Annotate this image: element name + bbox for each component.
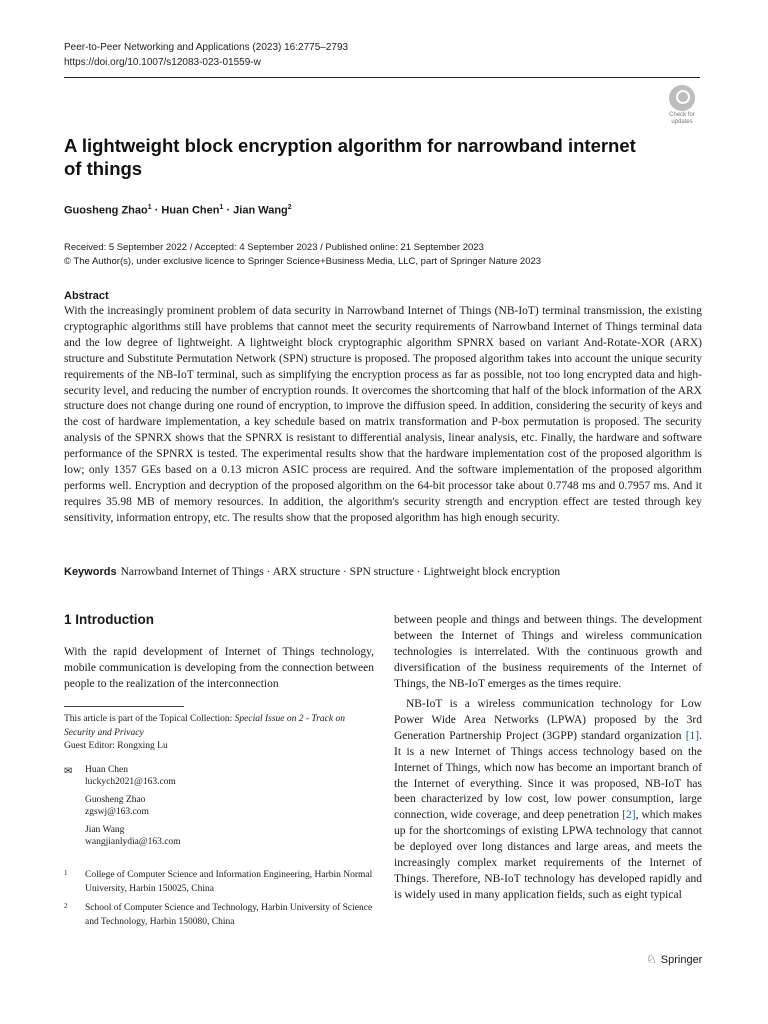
intro-text: NB-IoT is a wireless communication technology for Low Power Wide Area Networks (LPWA) proposed by the 3rd Generation Partnership Project (3GPP) standard organization bbox=[394, 698, 702, 742]
keywords-list: Narrowband Internet of Things · ARX structure · SPN structure · Lightweight block encryption bbox=[120, 566, 561, 578]
contact-email[interactable]: wangjianlydia@163.com bbox=[85, 837, 181, 847]
author-separator: · bbox=[151, 204, 162, 217]
envelope-icon: ✉ bbox=[64, 766, 73, 777]
badge-text-1: Check for bbox=[669, 112, 695, 118]
contact-email[interactable]: zgswj@163.com bbox=[85, 807, 149, 817]
author-affiliation-ref: 1 bbox=[219, 204, 224, 211]
citation-link[interactable]: [2] bbox=[622, 809, 636, 822]
keywords-label: Keywords bbox=[64, 566, 117, 578]
intro-text: . It is a new Internet of Things access technology based on the Internet of Things, which now has become an important branch of the Internet of everything. Since it was proposed, NB-IoT has been characterized by low cost, low power consumption, large connection, wide coverage, and deep penetration bbox=[394, 729, 702, 822]
collection-prefix: This article is part of the Topical Collection: bbox=[64, 714, 235, 724]
guest-editor: Guest Editor: Rongxing Lu bbox=[64, 741, 168, 751]
affiliation-2 bbox=[64, 902, 374, 929]
publisher-name: Springer bbox=[660, 954, 703, 966]
doi-link[interactable]: https://doi.org/10.1007/s12083-023-01559-w bbox=[64, 57, 261, 68]
badge-text-2: updates bbox=[671, 119, 693, 125]
intro-paragraph: between people and things and between things. The development between the Internet of Things and wireless communication technologies is interrelated. With the continuous growth and diversification of the business requirements of the Internet of Things, the NB-IoT emerges as the times require. bbox=[394, 614, 702, 690]
author-name[interactable]: Huan Chen bbox=[161, 204, 220, 217]
intro-paragraph bbox=[394, 697, 702, 904]
journal-header bbox=[64, 40, 348, 70]
author-list bbox=[64, 204, 292, 217]
affiliation-number: 1 bbox=[64, 869, 68, 877]
intro-paragraph: With the rapid development of Internet of Things technology, mobile communication is developing from the connection between people to the realization of the interconnection bbox=[64, 646, 374, 690]
contact-name: Huan Chen bbox=[85, 765, 129, 775]
author-separator: · bbox=[223, 204, 234, 217]
affiliation-text: School of Computer Science and Technology, Harbin University of Science and Technology, Harbin 150080, China bbox=[85, 903, 373, 927]
history-dates: Received: 5 September 2022 / Accepted: 4 September 2023 / Published online: 21 September 2023 bbox=[64, 242, 484, 253]
keywords bbox=[64, 566, 560, 578]
corresponding-contacts bbox=[64, 764, 181, 854]
check-for-updates-badge[interactable] bbox=[663, 85, 701, 123]
citation-link[interactable]: [1] bbox=[685, 729, 700, 742]
contact-name: Guosheng Zhao bbox=[85, 795, 146, 805]
footnote-rule bbox=[64, 706, 184, 707]
header-rule bbox=[64, 77, 700, 78]
contact-entry bbox=[85, 794, 181, 818]
topical-collection-note bbox=[64, 713, 374, 754]
author-affiliation-ref: 1 bbox=[147, 204, 152, 211]
contact-entry bbox=[85, 764, 181, 788]
author-affiliation-ref: 2 bbox=[287, 204, 292, 211]
contact-entry bbox=[85, 824, 181, 848]
intro-text: , which makes up for the shortcomings of existing LPWA technology that cannot be deployed over long distances and large areas, and meets the increasingly complex market requirements of the Internet of Things. Therefore, NB-IoT technology has developed rapidly and is widely used in many application fields, such as eight typical bbox=[394, 809, 702, 901]
author-name[interactable]: Jian Wang bbox=[233, 204, 288, 217]
springer-horse-icon: ♘ bbox=[646, 952, 657, 966]
affiliation-1 bbox=[64, 869, 374, 896]
contact-email[interactable]: luckych2021@163.com bbox=[85, 777, 176, 787]
affiliation-number: 2 bbox=[64, 902, 68, 910]
abstract-heading: Abstract bbox=[64, 290, 109, 302]
article-title: A lightweight block encryption algorithm for narrowband internet of things bbox=[64, 135, 636, 179]
journal-citation: Peer-to-Peer Networking and Applications (2023) 16:2775–2793 bbox=[64, 42, 349, 53]
abstract-text: With the increasingly prominent problem of data security in Narrowband Internet of Things (NB-IoT) terminal transmission, the existing cryptographic algorithms still have problems that cannot meet the security requirements of Narrowband Internet of Things terminal data and the low degree of lightweight. A lightweight block cryptographic algorithm SPNRX based on variant And-Rotate-XOR (ARX) structure and Substitute Permutation Network (SPN) structure is proposed. The proposed algorithm takes into account the unique security requirements of the NB-IoT terminal, such as simplifying the encryption process as far as possible, not too long encrypted data and high-security level, and reducing the number of encryption rounds. It overcomes the shortcoming that half of the block information of the ARX structure does not change during one round of encryption, to improve the diffusion speed. In addition, considering the security of keys and the cost of hardware implementation, a key schedule based on matrix transformation and P-box permutation is proposed. The security analysis of the SPNRX shows that the SPNRX is resistant to differential analysis, linear analysis, etc. Finally, the hardware and software performance of the SPNRX is tested. The experimental results show that the hardware implementation cost of the proposed algorithm is low; only 1357 GEs based on a 0.13 micron ASIC process are required. And the software implementation of the proposed algorithm performs well. Encryption and decryption of the proposed algorithm on the 64-bit processor take about 0.7748 ms and 0.7957 ms. And it requires 35.98 MB of memory resources. In addition, the algorithm's security strength and encryption effect are tested through key sensitivity, information entropy, etc. The results show that the proposed algorithm has high enough security. bbox=[64, 305, 702, 524]
publisher-footer bbox=[646, 952, 702, 966]
collection-name: Special Issue on 2 - Track on Security and Privacy bbox=[64, 714, 345, 738]
affiliation-text: College of Computer Science and Information Engineering, Harbin Normal University, Harbin 150025, China bbox=[85, 870, 373, 894]
copyright-notice: © The Author(s), under exclusive licence to Springer Science+Business Media, LLC, part of Springer Nature 2023 bbox=[64, 256, 542, 267]
check-for-updates-icon bbox=[669, 85, 695, 111]
author-name[interactable]: Guosheng Zhao bbox=[64, 204, 148, 217]
section-heading-introduction: 1 Introduction bbox=[64, 612, 154, 627]
contact-name: Jian Wang bbox=[85, 825, 125, 835]
publication-dates bbox=[64, 241, 541, 269]
